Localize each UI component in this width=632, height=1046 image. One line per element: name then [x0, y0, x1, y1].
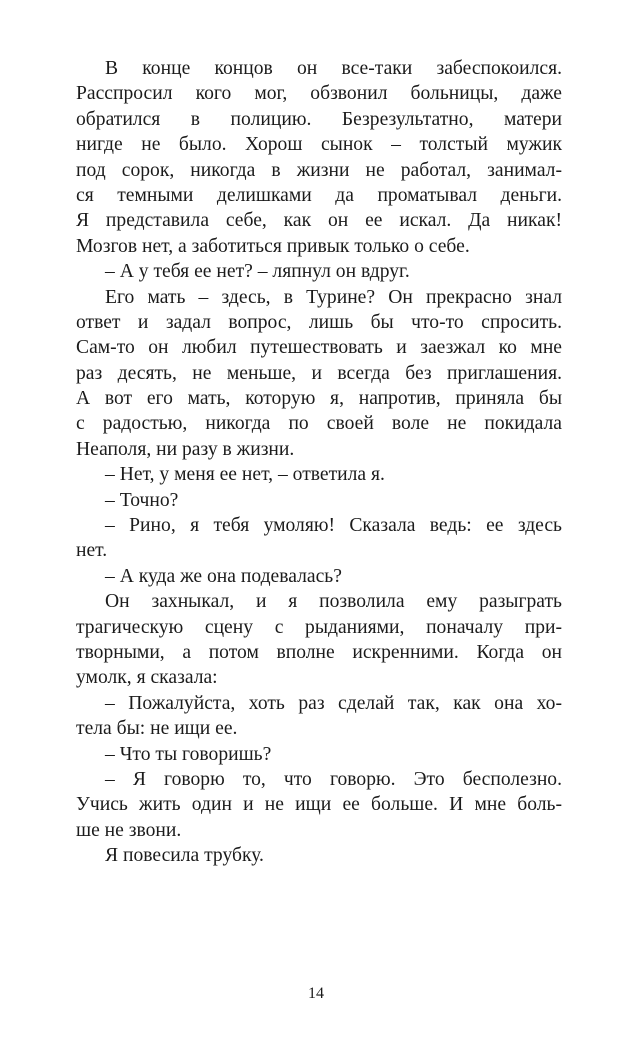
text-line: с радостью, никогда по своей воле не покидала [76, 413, 562, 435]
text-line: умолк, я сказала: [76, 667, 218, 689]
text-line: Я представила себе, как он ее искал. Да никак! [76, 210, 562, 232]
text-line: – Нет, у меня ее нет, – ответила я. [105, 464, 385, 486]
body-text [76, 56, 562, 869]
text-line: Я повесила трубку. [105, 845, 264, 867]
text-line: Мозгов нет, а заботиться привык только о себе. [76, 235, 470, 257]
text-line: ся темными делишками да проматывал деньги. [76, 184, 562, 206]
text-line: нет. [76, 540, 108, 562]
text-line: творными, а потом вполне искренними. Когда он [76, 641, 562, 663]
text-line: – Что ты говоришь? [105, 743, 272, 765]
text-line: – Я говорю то, что говорю. Это бесполезно. [105, 768, 562, 790]
text-line: – А у тебя ее нет? – ляпнул он вдруг. [105, 261, 410, 283]
text-line: Учись жить один и не ищи ее больше. И мне боль- [76, 794, 562, 816]
text-line: раз десять, не меньше, и всегда без приглашения. [76, 362, 562, 384]
text-line: А вот его мать, которую я, напротив, приняла бы [76, 388, 562, 410]
text-line: ответ и задал вопрос, лишь бы что-то спросить. [76, 311, 562, 333]
text-line: – Рино, я тебя умоляю! Сказала ведь: ее здесь [105, 515, 562, 537]
text-line: – А куда же она подевалась? [105, 565, 342, 587]
text-line: – Точно? [105, 489, 179, 511]
text-line: трагическую сцену с рыданиями, поначалу при- [76, 616, 562, 638]
page-number: 14 [308, 985, 324, 1002]
text-line: Он захныкал, и я позволила ему разыграть [105, 591, 562, 613]
text-line: тела бы: не ищи ее. [76, 718, 238, 740]
text-line: обратился в полицию. Безрезультатно, матери [76, 108, 562, 130]
text-line: Его мать – здесь, в Турине? Он прекрасно знал [105, 286, 562, 308]
text-line: под сорок, никогда в жизни не работал, занимал- [76, 159, 562, 181]
text-line: В конце концов он все-таки забеспокоился. [105, 58, 562, 79]
text-line: Расспросил кого мог, обзвонил больницы, даже [76, 83, 562, 105]
text-line: Сам-то он любил путешествовать и заезжал ко мне [76, 337, 562, 359]
text-line: Неаполя, ни разу в жизни. [76, 438, 295, 460]
text-line: ше не звони. [76, 819, 182, 841]
text-line: – Пожалуйста, хоть раз сделай так, как она хо- [105, 692, 562, 714]
text-line: нигде не было. Хорош сынок – толстый мужик [76, 134, 562, 156]
